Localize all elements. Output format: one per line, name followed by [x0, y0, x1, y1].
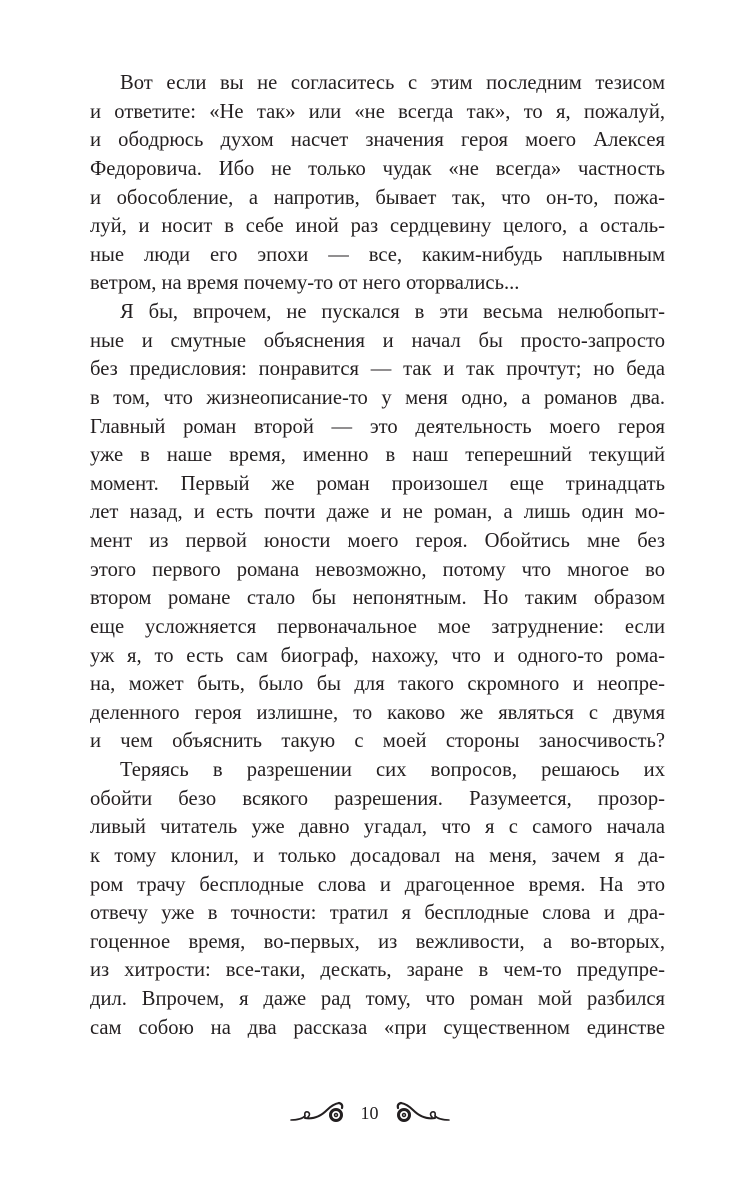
text-line: дил. Впрочем, я даже рад тому, что роман мой разбился — [90, 988, 665, 1010]
paragraph — [90, 298, 665, 756]
right-swirl-ornament-icon — [391, 1098, 453, 1128]
text-line: ром трачу бесплодные слова и драгоценное время. На это — [90, 873, 665, 896]
text-line: ливый читатель уже давно угадал, что я с самого начала — [90, 816, 665, 839]
text-line: деленного героя излишне, то каково же являться с двумя — [90, 701, 665, 724]
text-line: уж я, то есть сам биограф, нахожу, что и одного-то рома- — [90, 644, 665, 667]
text-line: из хитрости: все-таки, дескать, заране в чем-то предупре- — [90, 959, 665, 982]
page-number: 10 — [360, 1102, 379, 1123]
text-line: Главный роман второй — это деятельность моего героя — [90, 415, 665, 438]
text-line: без предисловия: понравится — так и так прочтут; но беда — [90, 358, 665, 381]
paragraph — [90, 756, 665, 1042]
left-swirl-ornament-icon — [287, 1098, 349, 1128]
text-line: ветром, на время почему-то от него оторвались... — [90, 272, 520, 295]
text-line: в том, что жизнеописание-то у меня одно, а романов два. — [90, 386, 665, 409]
text-line: уже в наше время, именно в наш теперешний текущий — [90, 444, 665, 467]
text-line: момент. Первый же роман произошел еще тринадцать — [90, 472, 665, 495]
text-line: ные и смутные объяснения и начал бы просто-запросто — [90, 329, 665, 352]
text-line: Теряясь в разрешении сих вопросов, решаюсь их — [120, 759, 665, 781]
page-footer — [0, 1096, 739, 1130]
text-line: и обособление, а напротив, бывает так, что он-то, пожа- — [90, 186, 665, 209]
text-line: на, может быть, было бы для такого скромного и неопре- — [90, 673, 665, 696]
text-line: и ответите: «Не так» или «не всегда так», то я, пожалуй, — [90, 100, 665, 123]
page-body-text — [90, 69, 665, 1042]
text-line: этого первого романа невозможно, потому что многое во — [90, 558, 665, 581]
text-line: сам собою на два рассказа «при существенном единстве — [90, 1016, 665, 1039]
text-line: и чем объяснить такую с моей стороны заносчивость? — [90, 730, 665, 753]
text-line: втором романе стало бы непонятным. Но таким образом — [90, 587, 665, 610]
text-line: отвечу уже в точности: тратил я бесплодные слова и дра- — [90, 902, 665, 925]
text-line: гоценное время, во-первых, из вежливости, а во-вторых, — [90, 930, 665, 953]
text-line: Я бы, впрочем, не пускался в эти весьма нелюбопыт- — [120, 301, 665, 323]
text-line: лет назад, и есть почти даже и не роман, а лишь один мо- — [90, 501, 665, 524]
text-line: к тому клонил, и только досадовал на меня, зачем я да- — [90, 844, 665, 867]
text-line: луй, и носит в себе иной раз сердцевину целого, а осталь- — [90, 215, 665, 238]
text-line: Вот если вы не согласитесь с этим последним тезисом — [120, 72, 665, 94]
text-line: обойти безо всякого разрешения. Разумеется, прозор- — [90, 787, 665, 810]
text-line: еще усложняется первоначальное мое затруднение: если — [90, 615, 665, 638]
text-line: ные люди его эпохи — все, каким-нибудь наплывным — [90, 243, 665, 266]
text-line: и ободрюсь духом насчет значения героя моего Алексея — [90, 129, 665, 152]
text-line: мент из первой юности моего героя. Обойтись мне без — [90, 530, 665, 552]
text-line: Федоровича. Ибо не только чудак «не всегда» частность — [90, 157, 665, 180]
paragraph — [90, 69, 665, 298]
